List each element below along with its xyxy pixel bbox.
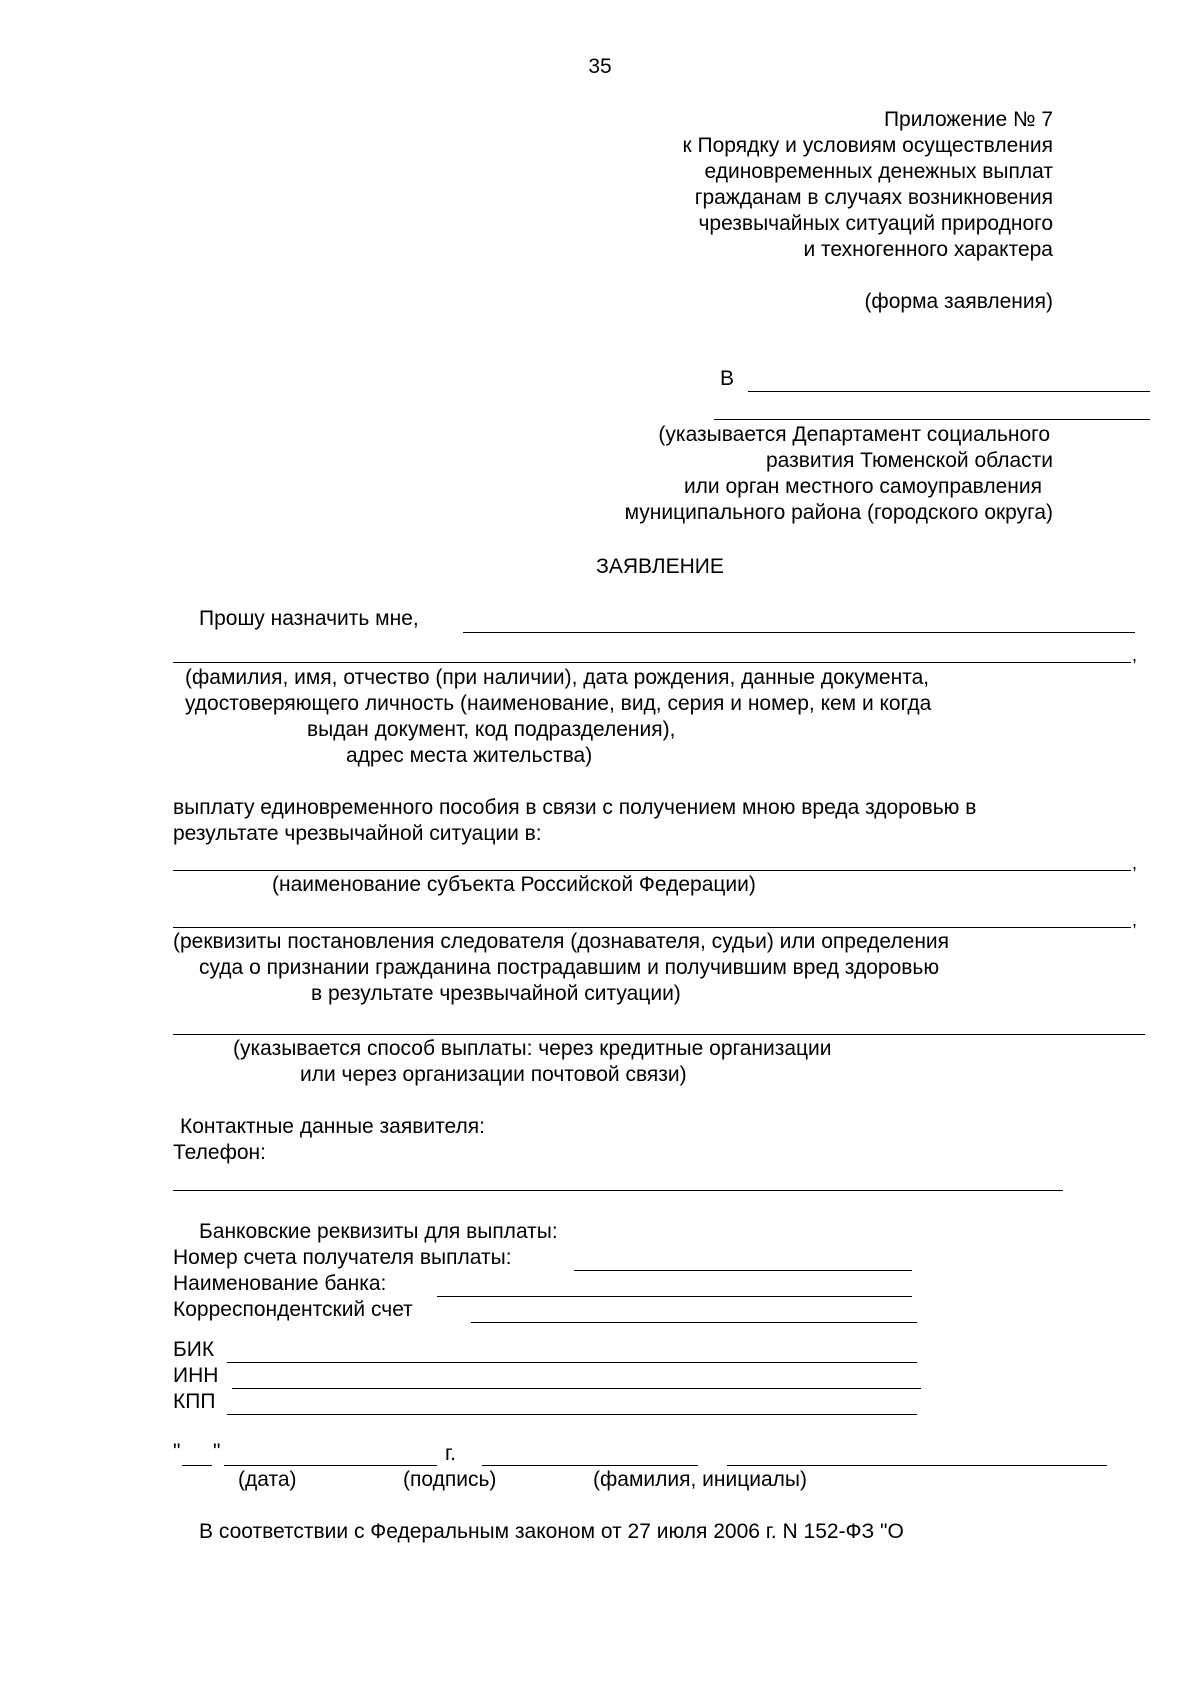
decree-hint: (реквизиты постановления следователя (дознавателя, судьи) или определения	[173, 930, 950, 953]
subject-hint: (наименование субъекта Российской Федерации)	[272, 873, 756, 896]
request-hint: выдан документ, код подразделения),	[307, 718, 676, 741]
decree-hint: суда о признании гражданина пострадавшим и получившим вред здоровью	[199, 956, 940, 979]
request-hint: (фамилия, имя, отчество (при наличии), дата рождения, данные документа,	[185, 666, 930, 689]
payment-method-hint: или через организации почтовой связи)	[300, 1063, 687, 1086]
bik-label: БИК	[173, 1338, 215, 1361]
month-field-line[interactable]	[224, 1465, 437, 1466]
decree-field-line[interactable]	[173, 927, 1131, 928]
appendix-line: единовременных денежных выплат	[704, 160, 1053, 183]
inn-field-line[interactable]	[232, 1388, 921, 1389]
phone-field-line[interactable]	[173, 1190, 1063, 1191]
account-field-line[interactable]	[574, 1270, 912, 1271]
signature-field-line[interactable]	[482, 1465, 698, 1466]
applicant-field-line[interactable]	[463, 632, 1135, 633]
appendix-line: и техногенного характера	[803, 238, 1053, 261]
request-hint: удостоверяющего личность (наименование, вид, серия и номер, кем и когда	[185, 692, 932, 715]
footer-text: В соответствии с Федеральным законом от 27 июля 2006 г. N 152-ФЗ "О	[199, 1520, 904, 1543]
subject-field-line[interactable]	[173, 870, 1131, 871]
date-close-quote: "	[213, 1440, 221, 1463]
sign-hint: (подпись)	[403, 1468, 497, 1491]
decree-hint: в результате чрезвычайной ситуации)	[311, 982, 681, 1005]
inn-label: ИНН	[173, 1364, 219, 1387]
payment-method-field-line[interactable]	[173, 1034, 1145, 1035]
appendix-line: гражданам в случаях возникновения	[694, 186, 1053, 209]
addressee-hint: муниципального района (городского округа)	[624, 501, 1053, 524]
addressee-field-line[interactable]	[748, 391, 1150, 392]
appendix-line: к Порядку и условиям осуществления	[682, 134, 1053, 157]
request-hint: адрес места жительства)	[346, 744, 593, 767]
bank-title: Банковские реквизиты для выплаты:	[199, 1220, 558, 1243]
date-open-quote: "	[173, 1440, 181, 1463]
year-suffix: г.	[445, 1442, 456, 1465]
addressee-prefix: В	[720, 367, 735, 390]
date-hint: (дата)	[238, 1468, 297, 1491]
payment-method-hint: (указывается способ выплаты: через кредитные организации	[233, 1037, 832, 1060]
payment-purpose-line: выплату единовременного пособия в связи с получением мною вреда здоровью в	[173, 796, 977, 819]
request-lead: Прошу назначить мне,	[199, 607, 419, 630]
kpp-label: КПП	[173, 1390, 216, 1413]
comma-mark: ,	[1132, 910, 1138, 930]
corr-account-label: Корреспондентский счет	[173, 1298, 413, 1321]
phone-label: Телефон:	[173, 1141, 266, 1164]
page-number: 35	[588, 55, 612, 78]
bank-name-label: Наименование банка:	[173, 1272, 387, 1295]
comma-mark: ,	[1132, 853, 1138, 873]
applicant-field-line-2[interactable]	[173, 662, 1131, 663]
kpp-field-line[interactable]	[227, 1414, 917, 1415]
name-hint: (фамилия, инициалы)	[593, 1468, 807, 1491]
addressee-hint: развития Тюменской области	[765, 449, 1053, 472]
addressee-field-line-2[interactable]	[714, 419, 1150, 420]
bank-name-field-line[interactable]	[437, 1296, 912, 1297]
addressee-hint: или орган местного самоуправления	[683, 475, 1042, 498]
payment-purpose-line: результате чрезвычайной ситуации в:	[173, 822, 542, 845]
addressee-hint: (указывается Департамент социального	[658, 423, 1050, 446]
name-field-line[interactable]	[727, 1465, 1107, 1466]
corr-account-field-line[interactable]	[471, 1322, 917, 1323]
contacts-label: Контактные данные заявителя:	[180, 1115, 485, 1138]
day-field-line[interactable]	[182, 1465, 212, 1466]
comma-mark: ,	[1132, 645, 1138, 665]
appendix-line: чрезвычайных ситуаций природного	[698, 212, 1053, 235]
account-label: Номер счета получателя выплаты:	[173, 1246, 512, 1269]
document-title: ЗАЯВЛЕНИЕ	[596, 555, 724, 578]
bik-field-line[interactable]	[227, 1362, 917, 1363]
form-note: (форма заявления)	[864, 290, 1053, 313]
appendix-title: Приложение № 7	[883, 108, 1053, 131]
